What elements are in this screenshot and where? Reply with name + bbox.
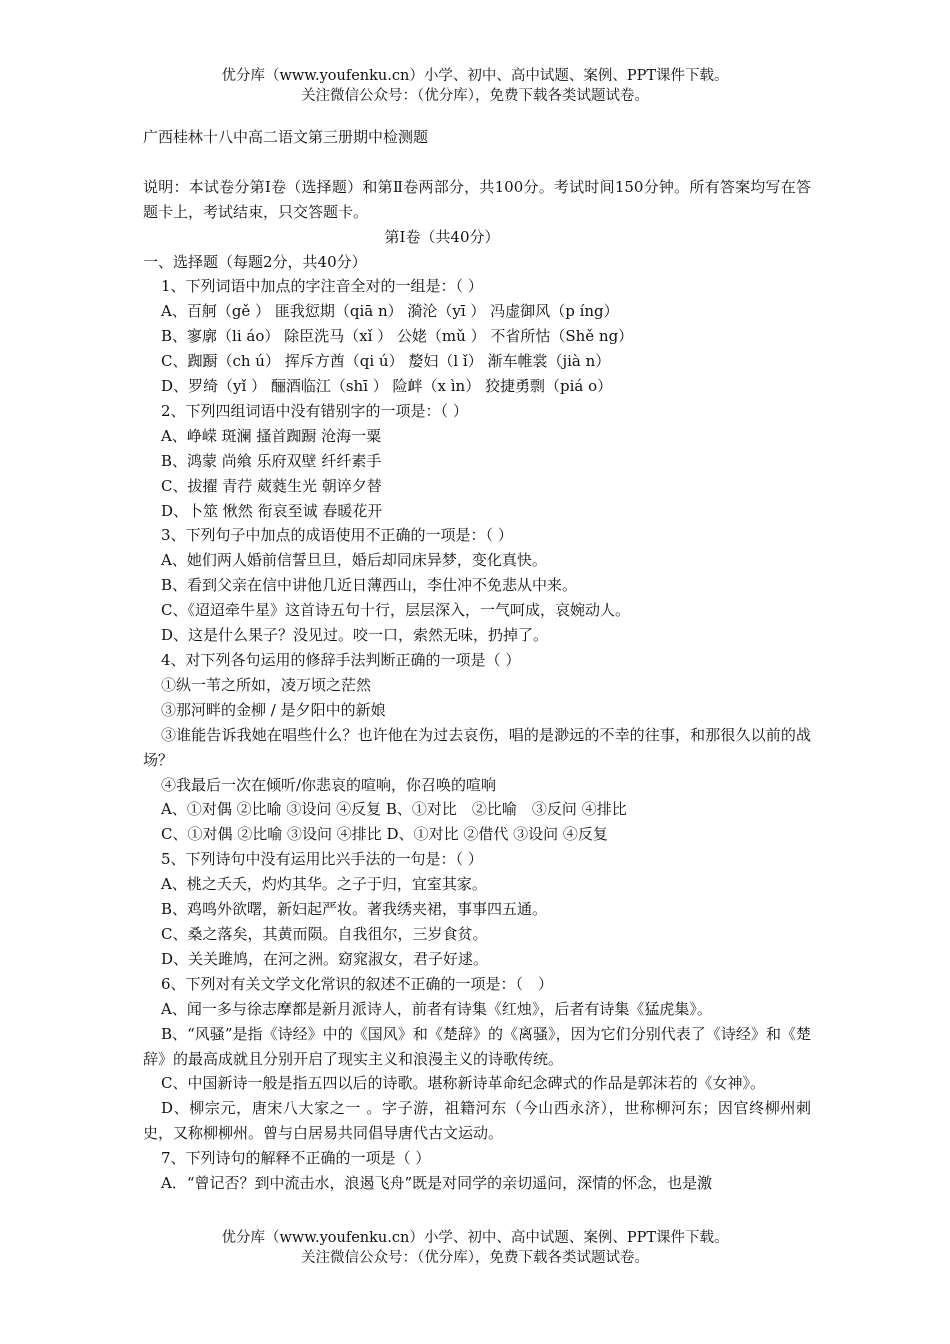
document-body (143, 125, 811, 1196)
q3-stem: 3、下列句子中加点的成语使用不正确的一项是：（ ） (161, 526, 513, 545)
instructions: 说明：本试卷分第Ⅰ卷（选择题）和第Ⅱ卷两部分，共100分。考试时间150分钟。所有答案均写在答题卡上，考试结束，只交答题卡。 (143, 177, 811, 221)
q6-option-a: A、闻一多与徐志摩都是新月派诗人，前者有诗集《红烛》，后者有诗集《猛虎集》。 (161, 999, 712, 1018)
q1-stem: 1、下列词语中加点的字注音全对的一组是：（ ） (161, 277, 483, 296)
q1-option-a: A、百舸（gě ） 匪我愆期（qiā n） 漪沦（yī ） 冯虚御风（p íng） (161, 302, 619, 321)
q3-option-b: B、看到父亲在信中讲他几近日薄西山，李仕冲不免悲从中来。 (161, 576, 578, 595)
q4-sentence-4: ④我最后一次在倾听/你悲哀的喧响，你召唤的喧响 (161, 775, 497, 794)
q5-option-c: C、桑之落矣，其黄而陨。自我徂尔，三岁食贫。 (161, 924, 488, 943)
header-line-1: 优分库（www.youfenku.cn）小学、初中、高中试题、案例、PPT课件下载。 (221, 68, 729, 84)
q5-option-a: A、桃之夭夭，灼灼其华。之子于归，宜室其家。 (161, 875, 487, 894)
q2-option-d: D、卜筮 愀然 衔哀至诚 春暖花开 (161, 501, 383, 520)
q4-options-cd: C、①对偶 ②比喻 ③设问 ④排比 D、①对比 ②借代 ③设问 ④反复 (161, 825, 608, 844)
spacer (143, 150, 811, 175)
q7-option-a: A．“曾记否？到中流击水，浪遏飞舟”既是对同学的亲切遥问，深情的怀念，也是激 (161, 1174, 713, 1193)
q3-option-c: C、《迢迢牵牛星》这首诗五句十行，层层深入，一气呵成，哀婉动人。 (161, 601, 630, 620)
q2-stem: 2、下列四组词语中没有错别字的一项是：（ ） (161, 401, 468, 420)
q1-option-c: C、踟蹰（ch ú） 挥斥方酋（qi ú） 嫠妇（l ǐ） 渐车帷裳（jià n） (161, 352, 611, 371)
q4-options-ab: A、①对偶 ②比喻 ③设问 ④反复 B、①对比 ②比喻 ③反问 ④排比 (161, 800, 627, 819)
q7-stem: 7、下列诗句的解释不正确的一项是（ ） (161, 1149, 431, 1168)
footer-line-2: 关注微信公众号：（优分库），免费下载各类试题试卷。 (301, 1250, 649, 1266)
q5-stem: 5、下列诗句中没有运用比兴手法的一句是：（ ） (161, 850, 483, 869)
q6-option-c: C、中国新诗一般是指五四以后的诗歌。堪称新诗革命纪念碑式的作品是郭沫若的《女神》。 (161, 1074, 765, 1093)
q4-stem: 4、对下列各句运用的修辞手法判断正确的一项是（ ） (161, 651, 521, 670)
q3-option-d: D、这是什么果子？没见过。咬一口，索然无味，扔掉了。 (161, 626, 549, 645)
q6-option-b: B、“风骚”是指《诗经》中的《国风》和《楚辞》的《离骚》，因为它们分别代表了《诗经》和《楚辞》的最高成就且分别开启了现实主义和浪漫主义的诗歌传统。 (143, 1024, 811, 1068)
q1-option-b: B、寥廓（li áo） 除臣洗马（xǐ ） 公姥（mǔ ） 不省所怙（Shě ng） (161, 327, 634, 346)
section1-title: 一、选择题（每题2分，共40分） (143, 252, 367, 271)
q5-option-b: B、鸡鸣外欲曙，新妇起严妆。著我绣夹裙，事事四五通。 (161, 900, 548, 919)
q4-sentence-1: ①纵一苇之所如，凌万顷之茫然 (161, 675, 372, 694)
q6-stem: 6、下列对有关文学文化常识的叙述不正确的一项是：（ ） (161, 974, 554, 993)
page-header (0, 66, 950, 106)
q2-option-c: C、拔擢 青荇 葳蕤生光 朝谇夕替 (161, 476, 382, 495)
part1-title: 第Ⅰ卷（共40分） (384, 227, 500, 246)
document-title: 广西桂林十八中高二语文第三册期中检测题 (143, 128, 429, 146)
footer-line-1: 优分库（www.youfenku.cn）小学、初中、高中试题、案例、PPT课件下载。 (221, 1230, 729, 1246)
q4-sentence-2: ③那河畔的金柳 / 是夕阳中的新娘 (161, 700, 386, 719)
q5-option-d: D、关关雎鸠，在河之洲。窈窕淑女，君子好逑。 (161, 949, 489, 968)
header-line-2: 关注微信公众号：（优分库），免费下载各类试题试卷。 (301, 88, 649, 104)
q2-option-b: B、鸿蒙 尚飨 乐府双壁 纤纤素手 (161, 451, 382, 470)
page-footer (0, 1228, 950, 1268)
q2-option-a: A、峥嵘 斑澜 搔首踟蹰 沧海一粟 (161, 426, 382, 445)
q3-option-a: A、她们两人婚前信誓旦旦，婚后却同床异梦，变化真快。 (161, 551, 547, 570)
q4-sentence-3: ③谁能告诉我她在唱些什么？也许他在为过去哀伤，唱的是渺远的不幸的往事，和那很久以前的战场？ (143, 725, 811, 769)
q6-option-d: D、柳宗元，唐宋八大家之一 。字子游，祖籍河东（今山西永济），世称柳河东；因官终柳州刺史，又称柳柳州。曾与白居易共同倡导唐代古文运动。 (143, 1099, 811, 1143)
q1-option-d: D、罗绮（yǐ ） 酾酒临江（shī ） 险衅（x ìn） 狡捷勇剽（piá o） (161, 377, 613, 396)
